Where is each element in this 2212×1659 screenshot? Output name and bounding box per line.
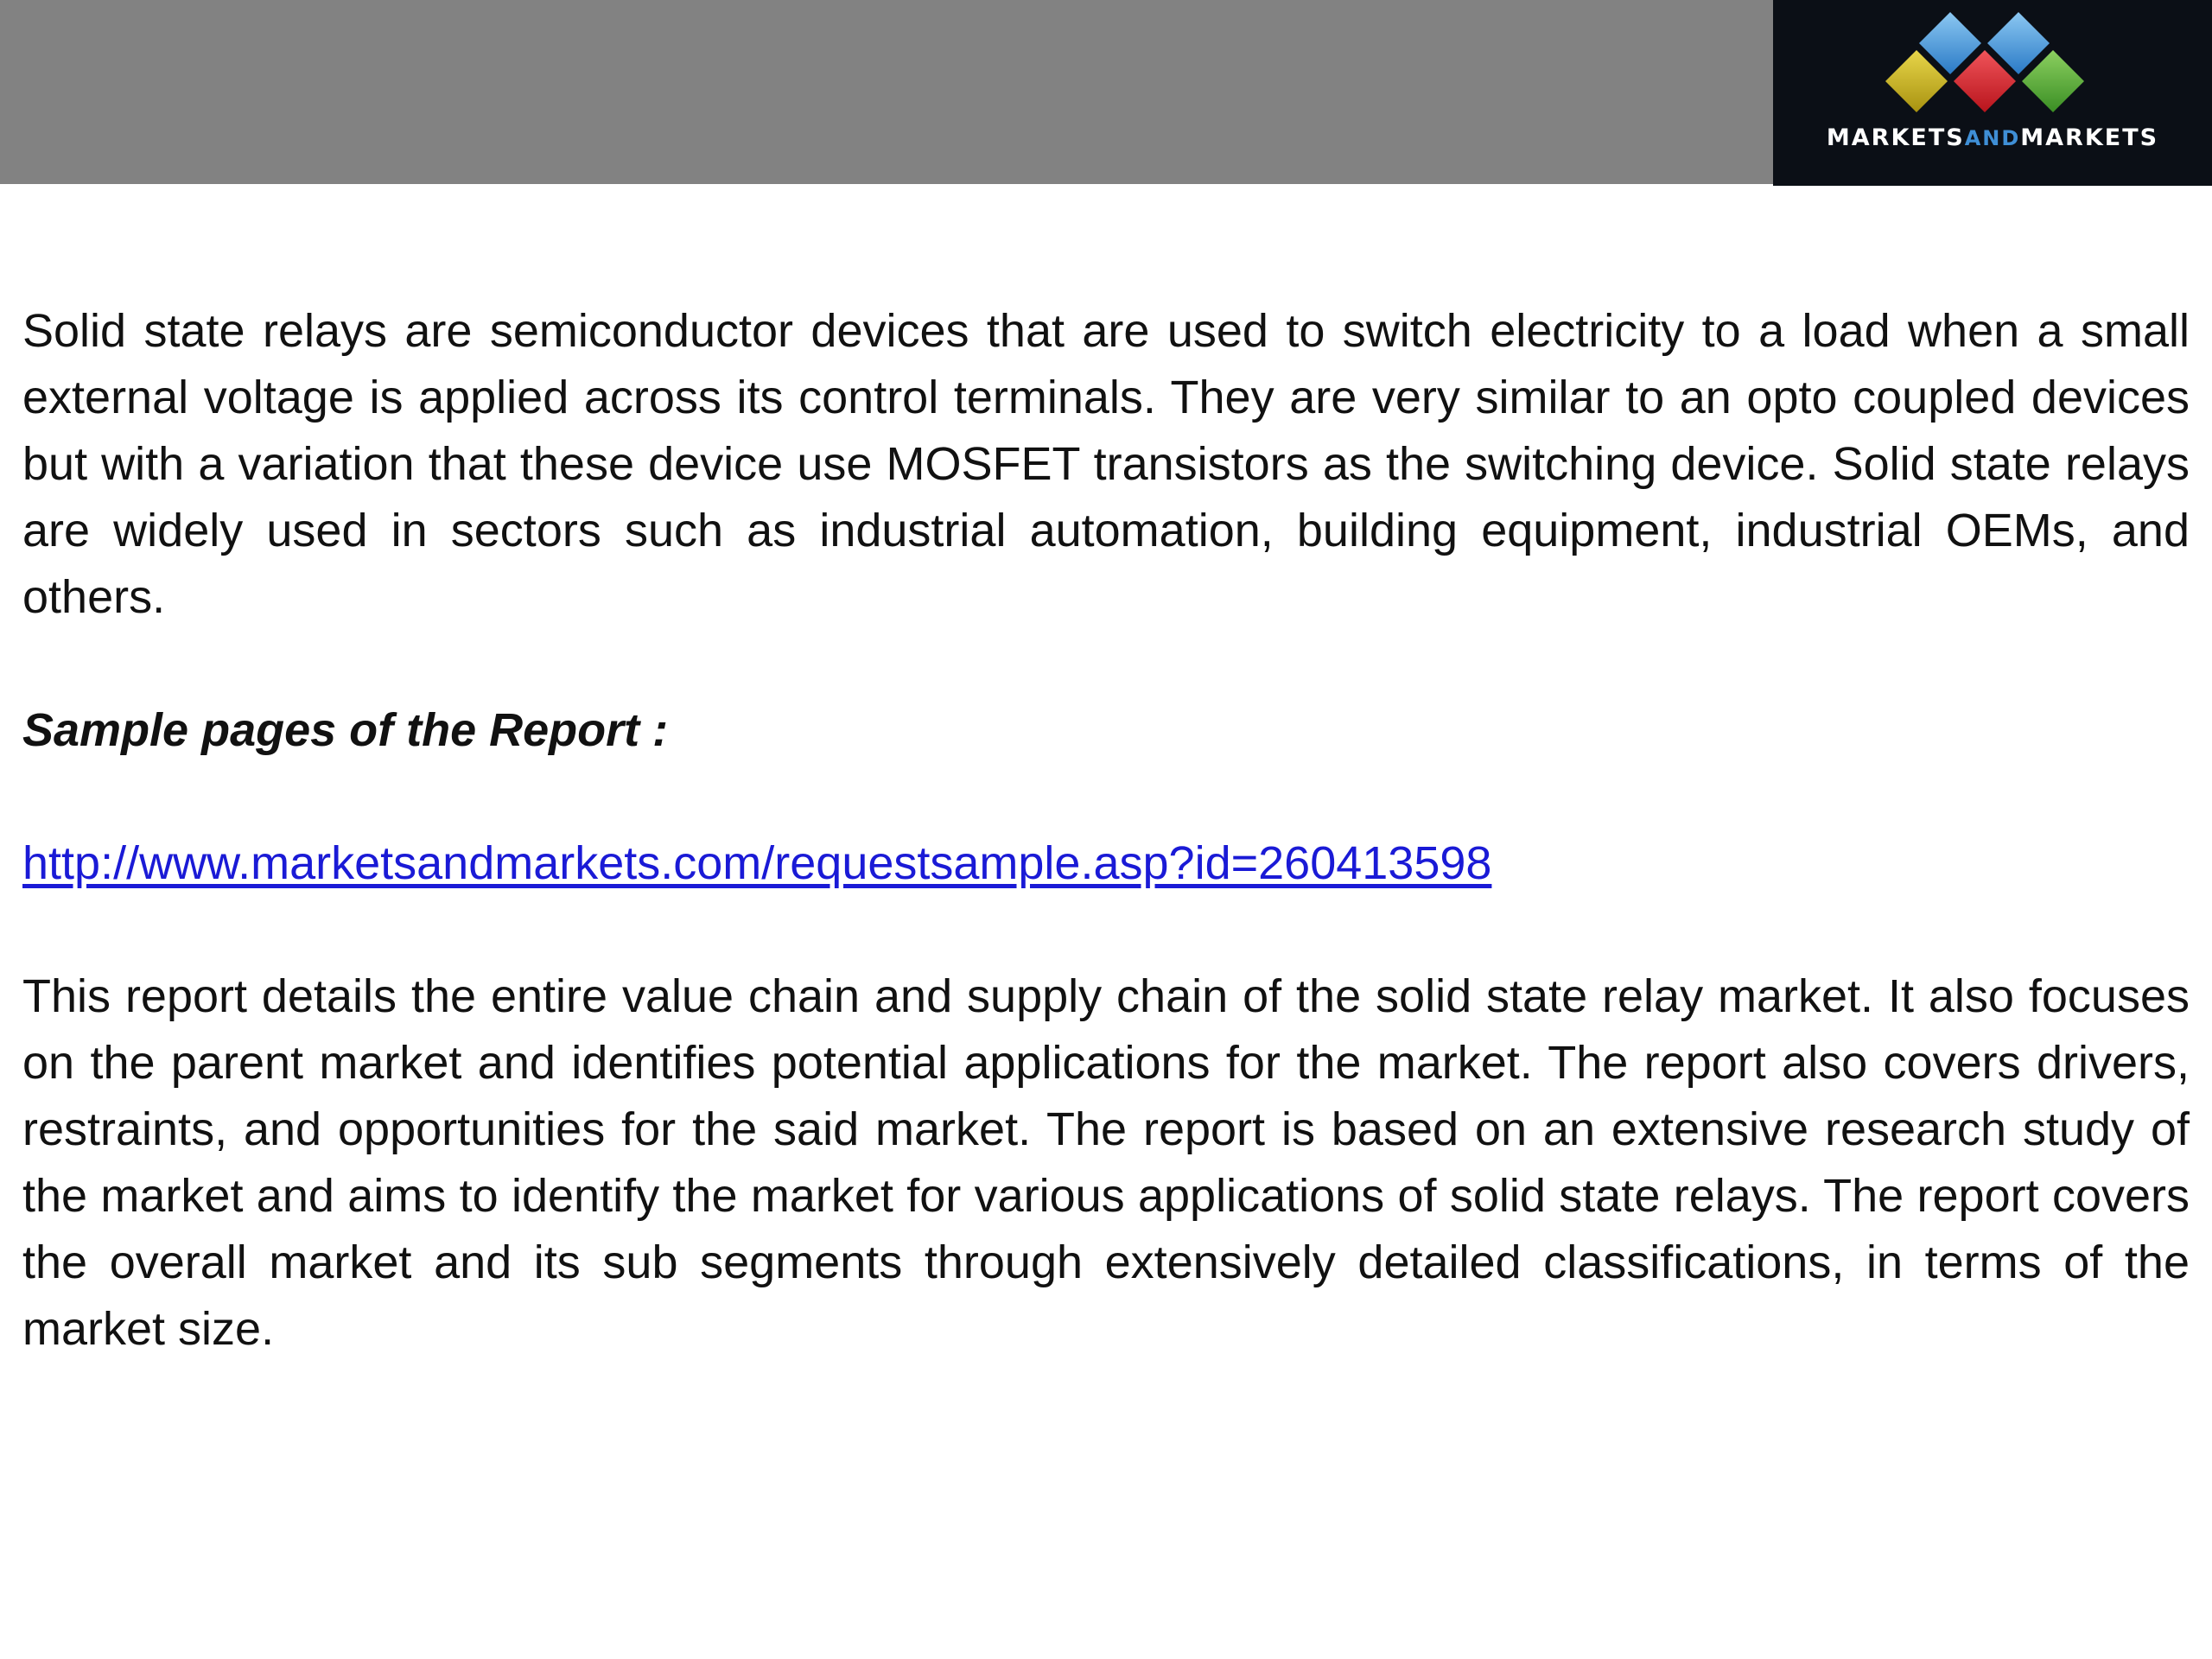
report-content xyxy=(22,298,2190,1363)
brand-name xyxy=(1773,124,2212,151)
details-paragraph: This report details the entire value chain and supply chain of the solid state relay market. It also focuses on the parent market and identifies potential applications for the market. The report also covers drivers, restraints, and opportunities for the said market. The report is based on an extensive research study of the market and aims to identify the market for various applications of solid state relays. The report covers the overall market and its sub segments through extensively detailed classifications, in terms of the market size. xyxy=(22,970,2190,1355)
brand-name-part3: MARKETS xyxy=(2020,124,2159,151)
sample-link[interactable]: http://www.marketsandmarkets.com/requestsample.asp?id=260413598 xyxy=(22,837,1492,889)
spacer xyxy=(22,631,2190,697)
brand-logo[interactable] xyxy=(1773,0,2212,186)
diamond-logo-icon xyxy=(1773,0,2212,186)
spacer xyxy=(22,764,2190,830)
spacer xyxy=(22,897,2190,963)
sample-heading: Sample pages of the Report : xyxy=(22,704,669,756)
brand-name-part1: MARKETS xyxy=(1826,124,1965,151)
brand-name-and: AND xyxy=(1964,126,2021,150)
intro-paragraph: Solid state relays are semiconductor devices that are used to switch electricity to a load when a small external voltage is applied across its control terminals. They are very similar to an opto coupled devices but with a variation that these device use MOSFET transistors as the switching device. Solid state relays are widely used in sectors such as industrial automation, building equipment, industrial OEMs, and others. xyxy=(22,305,2190,623)
header-band xyxy=(0,0,1773,184)
